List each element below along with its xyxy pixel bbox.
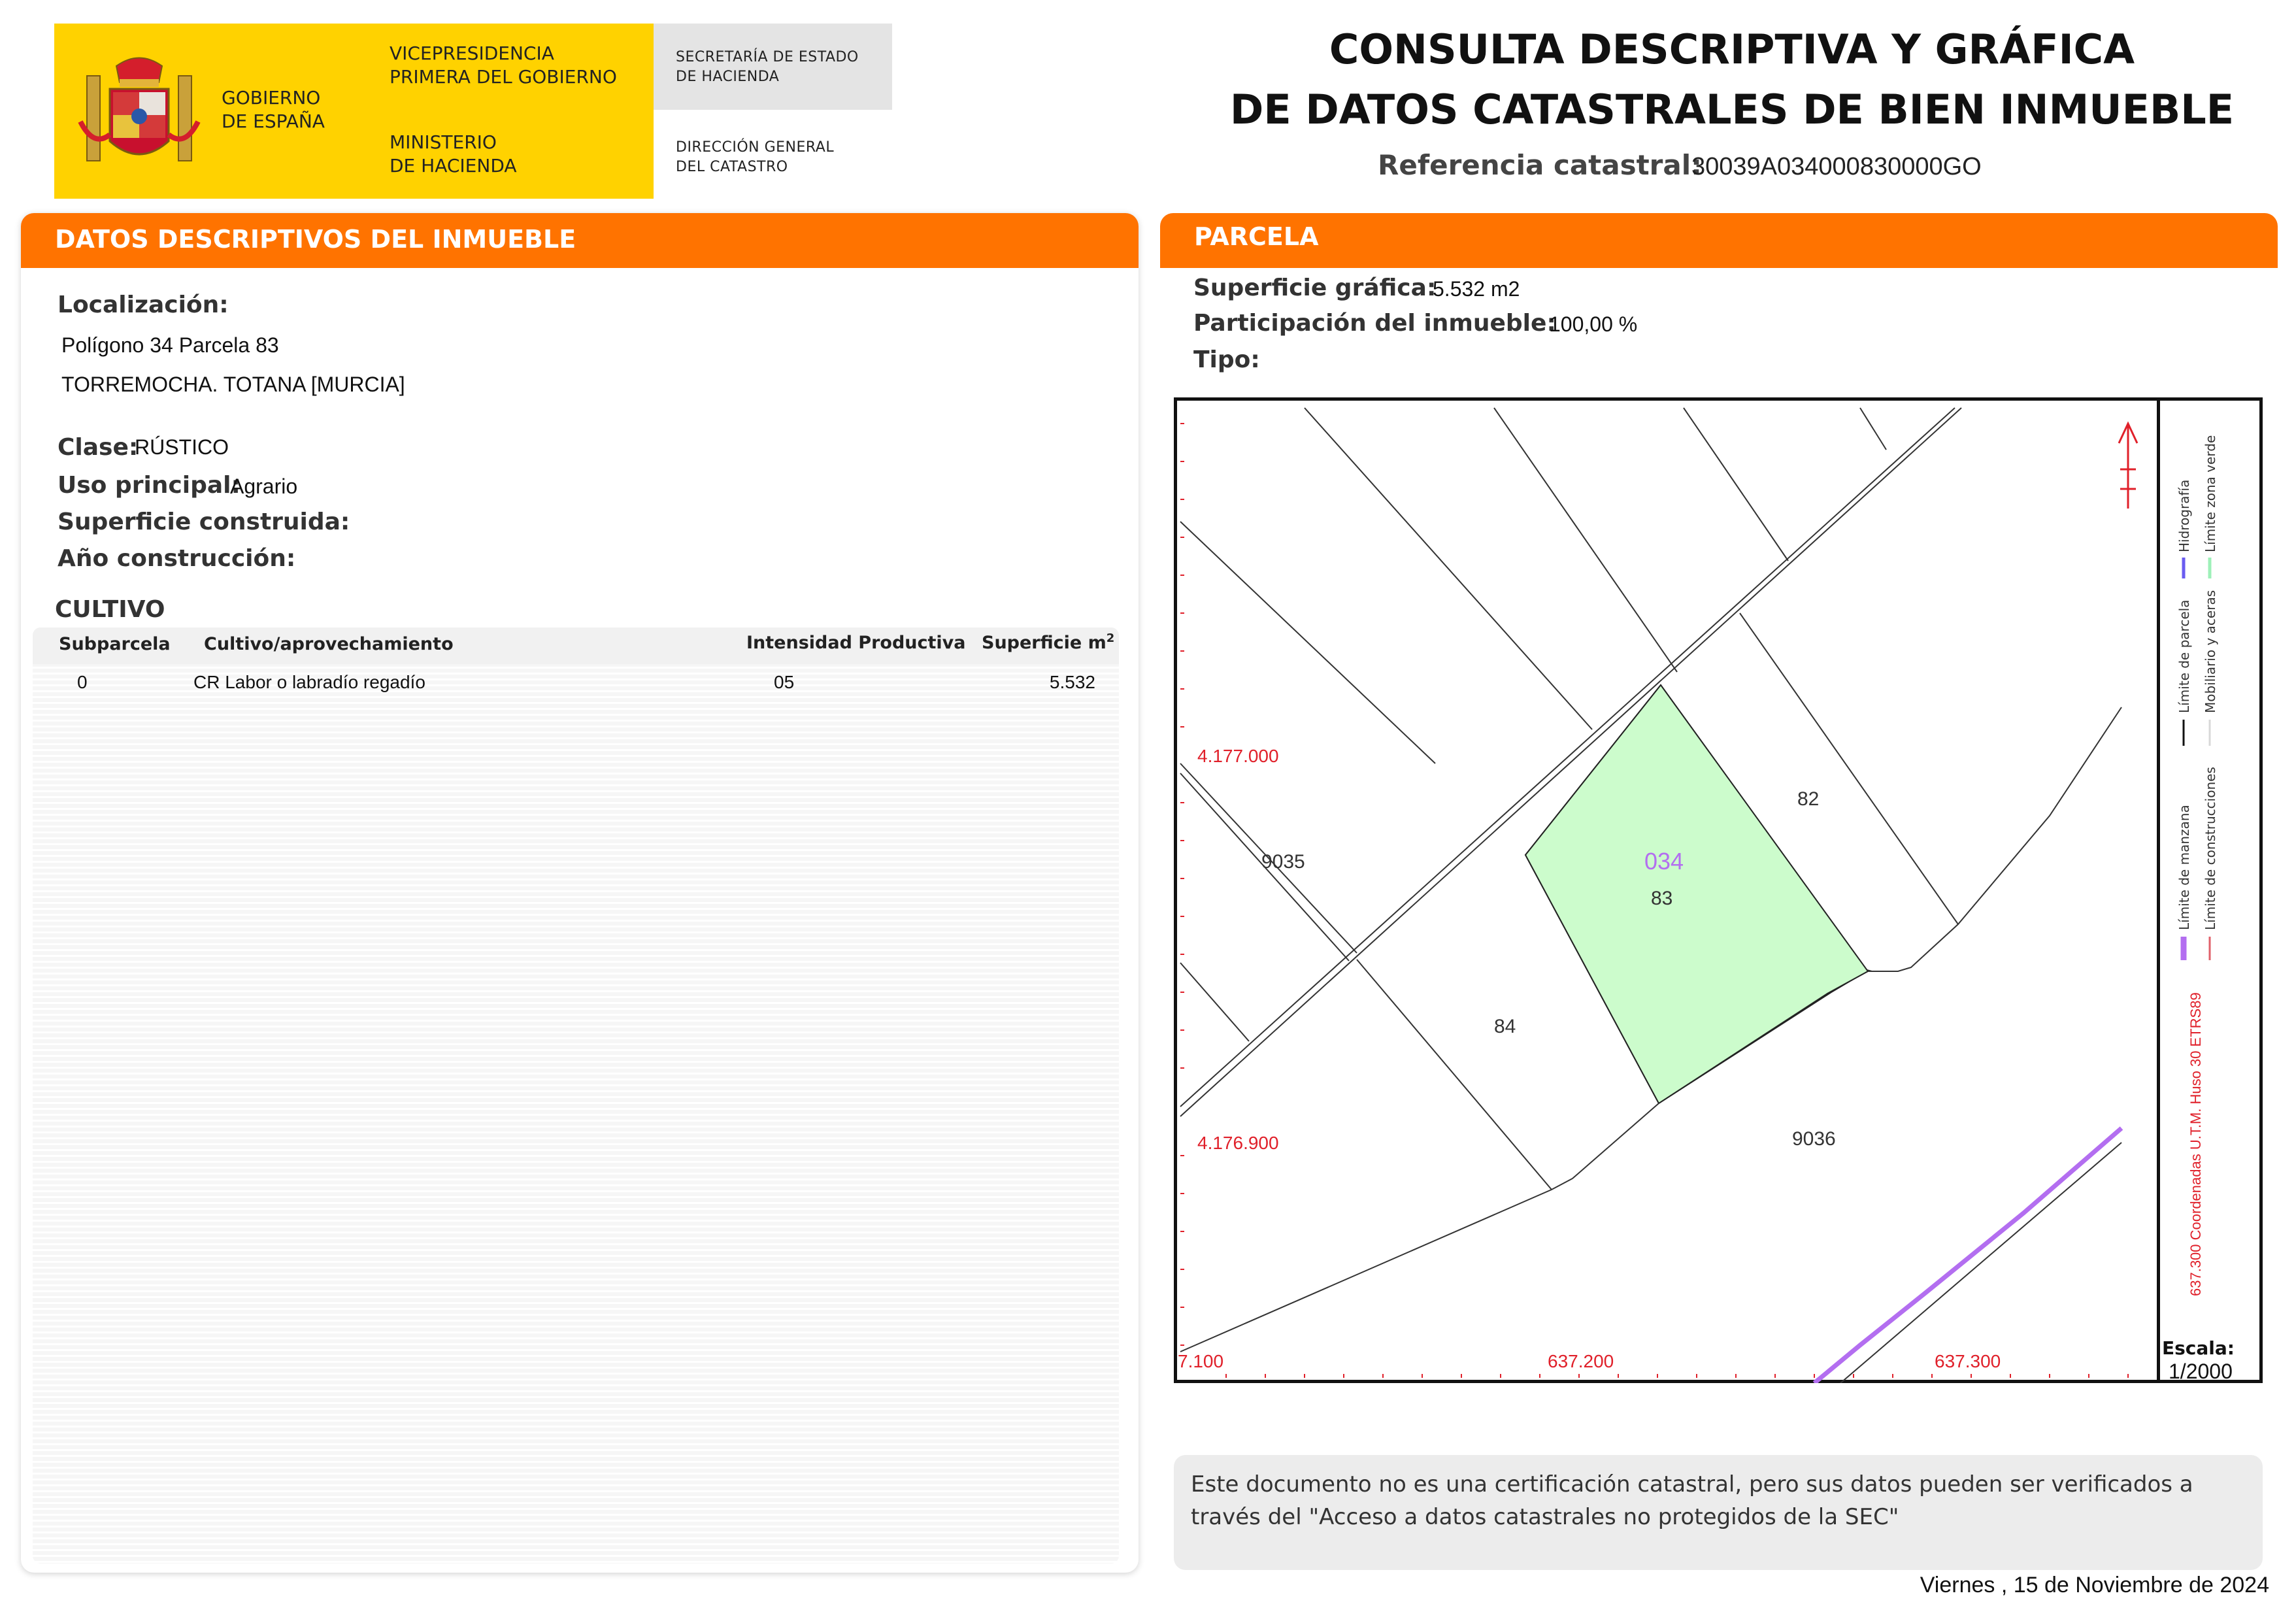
- clase-value: RÚSTICO: [135, 435, 229, 459]
- ref-catastral-value: 30039A034000830000GO: [1691, 153, 1982, 180]
- ministerio-line1: MINISTERIO: [390, 131, 497, 153]
- row0-cultivo: CR Labor o labradío regadío: [193, 672, 425, 692]
- disclaimer-text: [1191, 1468, 2250, 1533]
- page-title-line2: DE DATOS CATASTRALES DE BIEN INMUEBLE: [1229, 86, 2235, 133]
- gobierno-line2: DE ESPAÑA: [222, 110, 325, 132]
- secretaria-line2: DE HACIENDA: [676, 69, 780, 85]
- col-cultivo: Cultivo/aprovechamiento: [204, 634, 454, 654]
- vicepresidencia-line2: PRIMERA DEL GOBIERNO: [390, 66, 617, 88]
- superficie-grafica-label: Superficie gráfica:: [1193, 275, 1437, 301]
- coord-x-2: 637.200: [1548, 1351, 1614, 1371]
- hydrography-line: [1814, 1128, 2121, 1383]
- legend-limite-parcela: Límite de parcela: [2176, 599, 2192, 713]
- localizacion-label: Localización:: [58, 292, 229, 318]
- parcel-83-fill-main: [1525, 685, 1868, 1103]
- superficie-construida-label: Superficie construida:: [58, 509, 350, 535]
- ref-catastral-label: Referencia catastral:: [1378, 149, 1702, 181]
- ministerio-line2: DE HACIENDA: [390, 155, 517, 176]
- cadastral-map-drawing: [1174, 397, 2157, 1383]
- legend-hidrografia: Hidrografía: [2176, 479, 2192, 552]
- disclaimer-line2: través del "Acceso a datos catastrales no protegidos de la SEC": [1191, 1504, 1899, 1530]
- disclaimer-line1: Este documento no es una certificación catastral, pero sus datos pueden ser verificados a: [1191, 1471, 2193, 1497]
- participacion-value: 100,00 %: [1549, 312, 1638, 336]
- participacion-label: Participación del inmueble:: [1193, 310, 1556, 337]
- page-title-line1: CONSULTA DESCRIPTIVA Y GRÁFICA: [1329, 25, 2135, 73]
- label-parcel-9036: 9036: [1792, 1128, 1836, 1150]
- gobierno-logo-block: [54, 24, 368, 199]
- uso-principal-value: Agrario: [230, 475, 298, 498]
- gobierno-line1: GOBIERNO: [222, 87, 321, 109]
- label-parcel-83: 83: [1651, 888, 1673, 909]
- coord-x-1: 7.100: [1178, 1351, 1224, 1371]
- cultivo-title: CULTIVO: [55, 596, 165, 623]
- parcela-header: [1160, 213, 2278, 268]
- cultivo-table: [33, 627, 1119, 1563]
- anio-construccion-label: Año construcción:: [58, 545, 296, 572]
- secretaria-line1: SECRETARÍA DE ESTADO: [676, 49, 859, 65]
- row0-subparcela: 0: [77, 672, 88, 692]
- direccion-line2: DEL CATASTRO: [676, 159, 788, 175]
- vicepresidencia-block: [368, 24, 654, 199]
- coord-y-2: 4.176.900: [1197, 1133, 1279, 1153]
- legend-limite-manzana: Límite de manzana: [2176, 805, 2192, 930]
- row0-intensidad: 05: [774, 672, 795, 692]
- localizacion-line1: Polígono 34 Parcela 83: [61, 333, 279, 357]
- col-intensidad: Intensidad Productiva: [746, 633, 966, 653]
- col-subparcela: Subparcela: [59, 634, 171, 654]
- datos-descriptivos-header: [21, 213, 1139, 268]
- col-superficie: [982, 631, 1114, 653]
- coat-of-arms-icon: [74, 43, 205, 174]
- superficie-grafica-value: 5.532 m2: [1433, 277, 1520, 301]
- row0-superficie: 5.532: [1049, 672, 1095, 692]
- secretaria-block: [654, 24, 892, 110]
- datos-descriptivos-title: DATOS DESCRIPTIVOS DEL INMUEBLE: [55, 225, 576, 254]
- footer-date: Viernes , 15 de Noviembre de 2024: [1920, 1573, 2269, 1597]
- tipo-label: Tipo:: [1193, 346, 1260, 373]
- coord-y-1: 4.177.000: [1197, 746, 1279, 766]
- scale-value: 1/2000: [2169, 1360, 2233, 1383]
- label-parcel-9035: 9035: [1261, 851, 1305, 873]
- legend-limite-construcciones: Límite de construcciones: [2203, 767, 2218, 930]
- label-parcel-82: 82: [1797, 788, 1820, 810]
- clase-label: Clase:: [58, 434, 139, 461]
- localizacion-line2: TORREMOCHA. TOTANA [MURCIA]: [61, 373, 405, 396]
- parcela-panel: [1160, 213, 2278, 268]
- direccion-line1: DIRECCIÓN GENERAL: [676, 139, 835, 156]
- parcela-title: PARCELA: [1194, 222, 1319, 251]
- label-parcel-84: 84: [1494, 1016, 1516, 1037]
- coord-x-3: 637.300: [1935, 1351, 2001, 1371]
- col-superficie-text: Superficie m: [982, 633, 1106, 653]
- label-poligono: 034: [1644, 848, 1684, 875]
- map-legend: [2160, 401, 2259, 1333]
- uso-principal-label: Uso principal:: [58, 472, 241, 499]
- north-arrow-icon: [2119, 424, 2137, 509]
- col-superficie-sup: 2: [1106, 631, 1115, 645]
- scale-label: Escala:: [2162, 1337, 2235, 1359]
- vicepresidencia-line1: VICEPRESIDENCIA: [390, 42, 554, 64]
- legend-mobiliario: Mobiliario y aceras: [2203, 590, 2218, 713]
- legend-coordenadas: 637.300 Coordenadas U.T.M. Huso 30 ETRS89: [2188, 992, 2204, 1296]
- legend-zona-verde: Límite zona verde: [2203, 435, 2218, 552]
- page-title: [1176, 20, 2288, 140]
